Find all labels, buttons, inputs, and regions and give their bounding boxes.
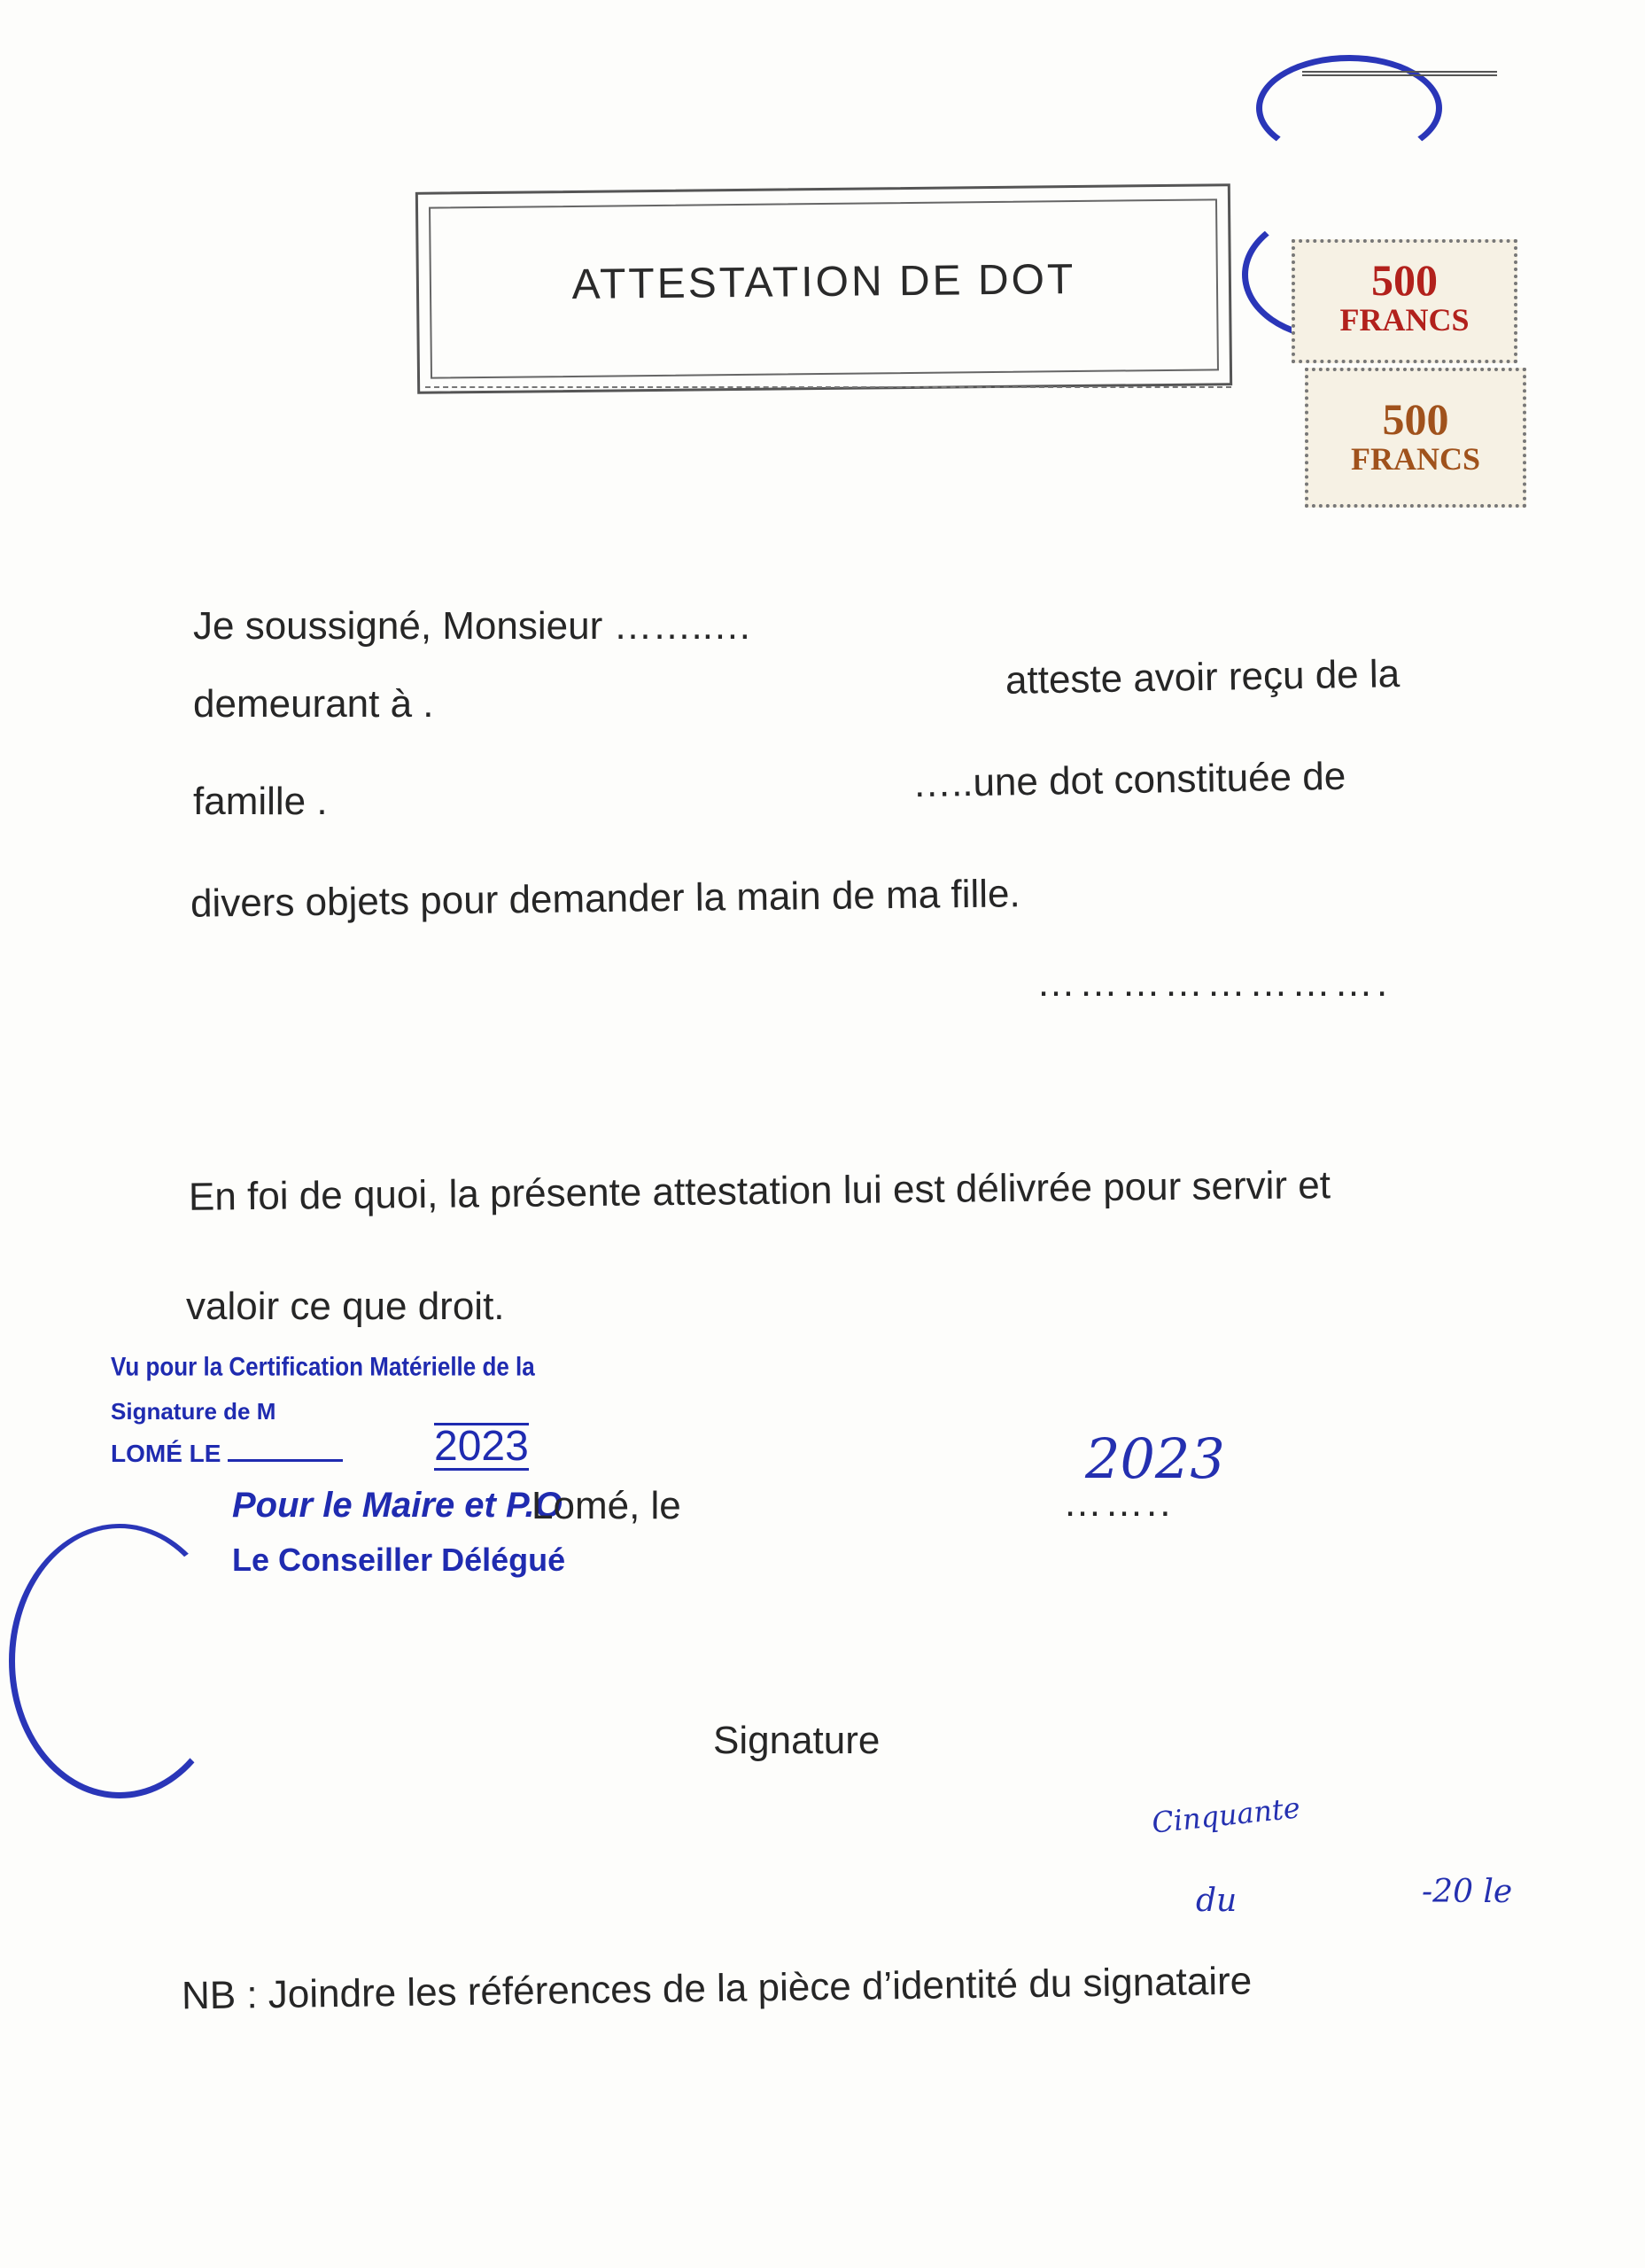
- handwritten-note-2-left: du: [1196, 1883, 1238, 1919]
- fiscal-stamp-2-unit: FRANCS: [1350, 441, 1480, 477]
- redacted-area: [53, 1586, 239, 1754]
- fiscal-stamp-1-value: 500: [1371, 255, 1438, 305]
- place-date-text: Lomé, le: [532, 1484, 681, 1527]
- fiscal-stamp-2: [1305, 368, 1526, 508]
- handwritten-year: 2023: [1085, 1426, 1225, 1491]
- nb-note: NB : Joindre les références de la pièce d’identité du signataire: [181, 1959, 1253, 2018]
- title-underline: [425, 386, 1231, 388]
- body-line-1: [193, 604, 752, 649]
- lome-le-label: LOMÉ LE: [111, 1440, 221, 1467]
- certification-line-3: [111, 1440, 343, 1468]
- name-blank-dots: ……..…: [613, 604, 752, 648]
- handwritten-note-1: Cinquante: [1150, 1790, 1302, 1840]
- objects-text: divers objets pour demander la main de ma fille.: [190, 872, 1020, 926]
- handwritten-note-2-right: -20 le: [1422, 1874, 1513, 1910]
- fiscal-stamp-1: [1292, 239, 1517, 363]
- blank-dots: …………………….: [1036, 961, 1392, 1005]
- fiscal-stamp-2-value: 500: [1382, 394, 1449, 444]
- certification-line-5: Le Conseiller Délégué: [232, 1542, 566, 1578]
- certification-line-2: Signature de M: [111, 1398, 276, 1425]
- family-text: famille .: [193, 780, 328, 823]
- valoir-text: valoir ce que droit.: [186, 1285, 505, 1328]
- en-foi-text: En foi de quoi, la présente attestation lui est délivrée pour servir et: [188, 1163, 1331, 1219]
- document-title: ATTESTATION DE DOT: [571, 256, 1076, 308]
- certification-line-4: Pour le Maire et P.O: [232, 1486, 563, 1525]
- signature-label: Signature: [713, 1719, 881, 1762]
- date-dots: ……..: [1063, 1481, 1174, 1525]
- date-blank-line: [228, 1459, 343, 1462]
- soussigne-text: Je soussigné, Monsieur: [193, 604, 603, 648]
- dowry-text: …..une dot constituée de: [912, 754, 1346, 806]
- title-frame: [415, 183, 1232, 394]
- certification-year: 2023: [434, 1423, 529, 1470]
- receipt-text: atteste avoir reçu de la: [1005, 652, 1401, 703]
- stamp-edge: [1302, 71, 1497, 101]
- certification-line-1: Vu pour la Certification Matérielle de la: [111, 1351, 535, 1382]
- residence-text: demeurant à .: [193, 682, 434, 726]
- fiscal-stamp-1-unit: FRANCS: [1339, 302, 1470, 338]
